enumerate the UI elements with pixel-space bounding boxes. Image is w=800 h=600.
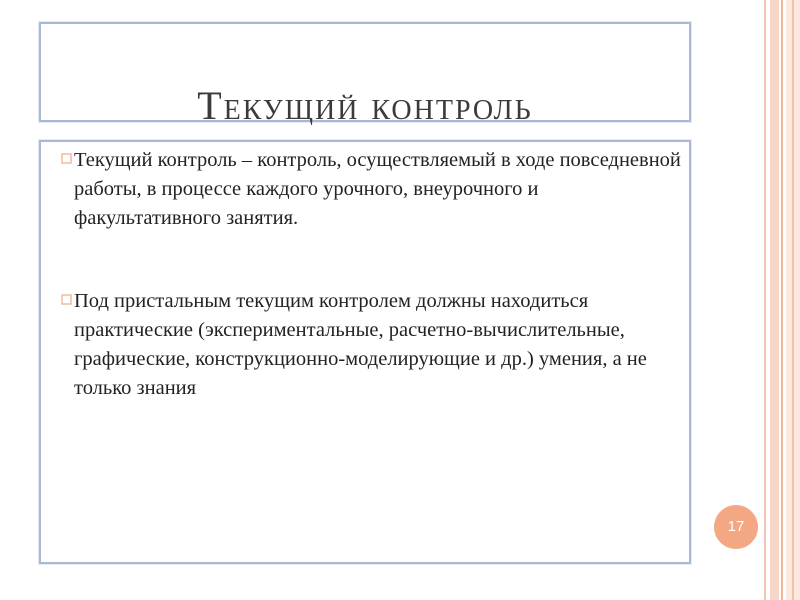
title-frame bbox=[39, 22, 691, 128]
bullet-square-icon bbox=[61, 294, 72, 305]
decorative-stripe bbox=[770, 0, 779, 600]
decorative-stripe bbox=[792, 0, 794, 600]
page-number-badge: 17 bbox=[714, 505, 758, 549]
decorative-stripe bbox=[781, 0, 783, 600]
bullet-item bbox=[61, 146, 681, 233]
content-frame bbox=[39, 140, 691, 564]
slide-title: Текущий контроль bbox=[197, 83, 533, 128]
bullet-square-icon bbox=[61, 153, 72, 164]
bullet-item bbox=[61, 287, 681, 403]
decorative-stripe bbox=[764, 0, 766, 600]
bullet-text: Под пристальным текущим контролем должны находиться практические (экспериментальные, расчетно-вычислительные, графические, конструкционно-моделирующие и др.) умения, а не только знания bbox=[74, 290, 647, 399]
bullet-text: Текущий контроль – контроль, осуществляемый в ходе повседневной работы, в процессе каждого урочного, внеурочного и факультативного занятия. bbox=[74, 149, 681, 229]
